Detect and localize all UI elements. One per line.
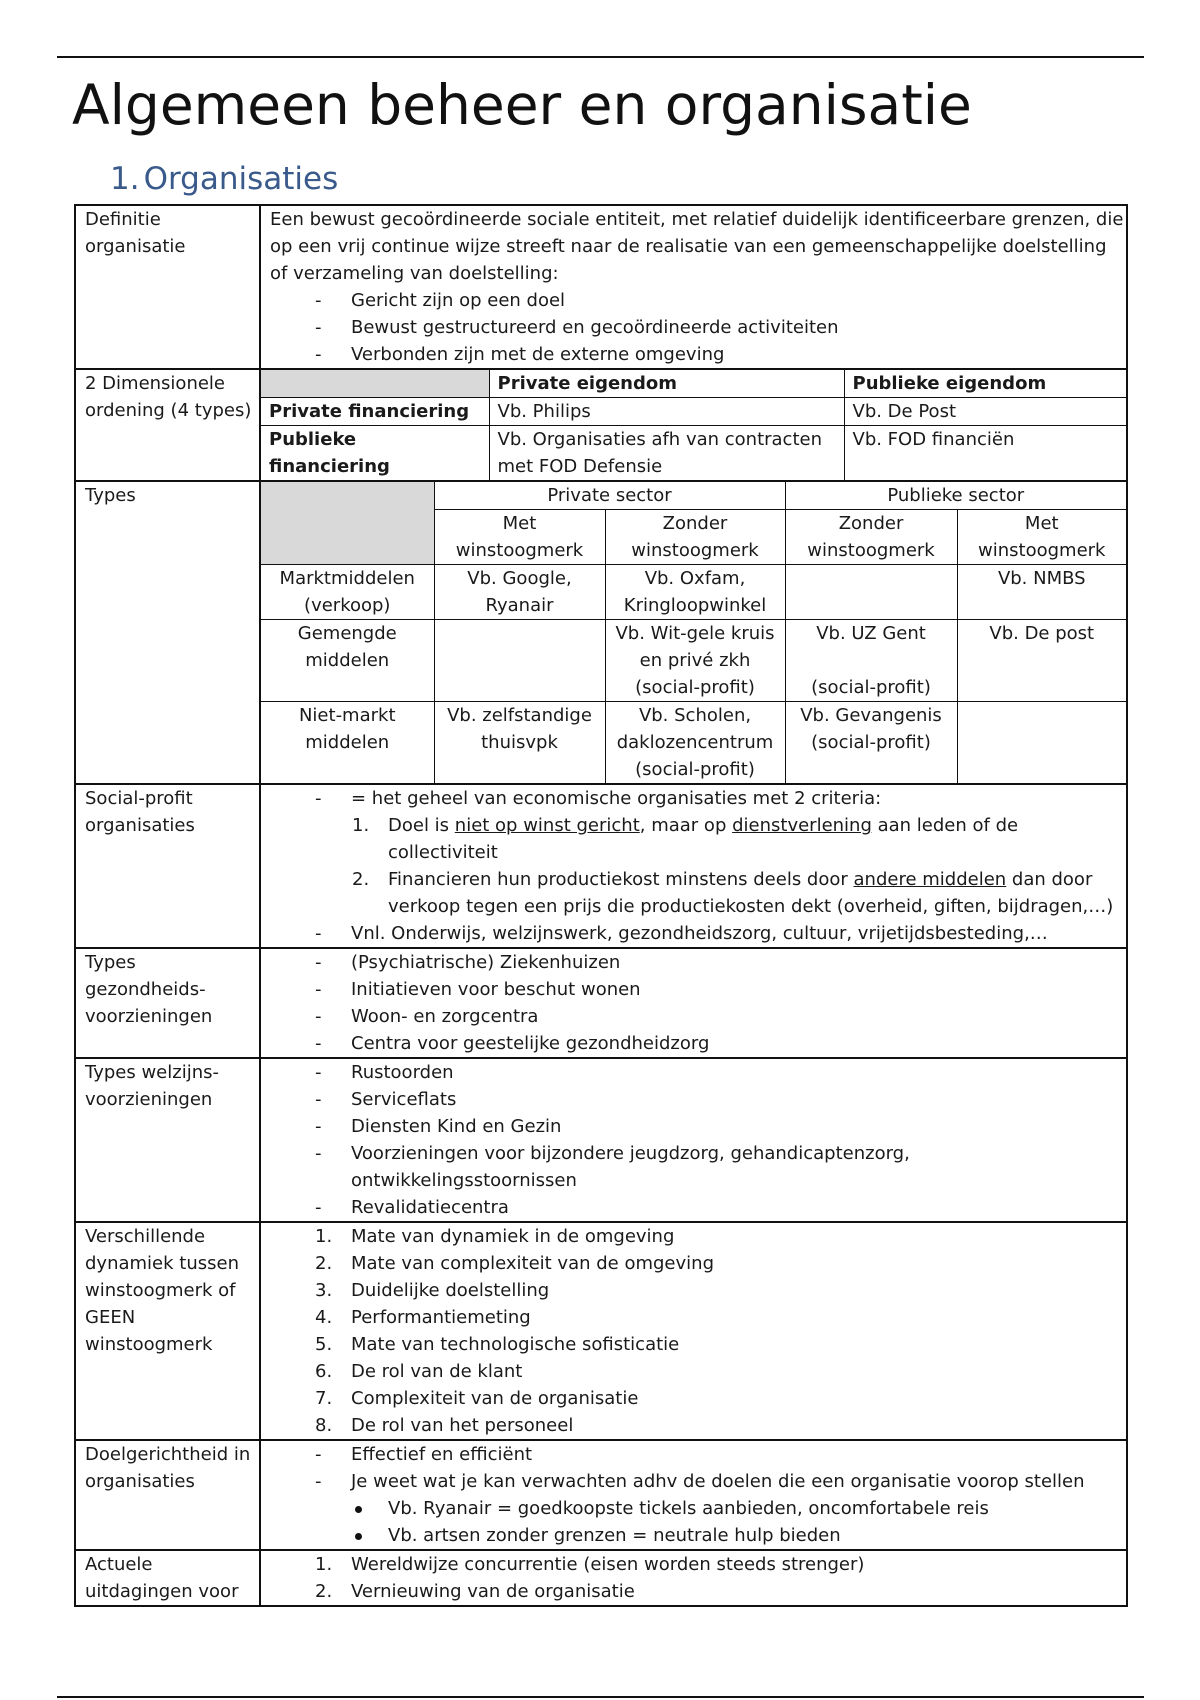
row-header: Publieke financiering	[261, 426, 489, 481]
content-types	[260, 481, 1127, 784]
label-gezondheid: Types gezondheids-voorzieningen	[75, 948, 260, 1058]
row-dynamiek	[75, 1222, 1127, 1440]
list-item: - = het geheel van economische organisaties met 2 criteria:	[270, 785, 1126, 812]
col-header: Private eigendom	[489, 370, 844, 398]
uitdagingen-list	[270, 1551, 1126, 1605]
row-header: Niet-markt middelen	[261, 702, 434, 784]
list-item: - Centra voor geestelijke gezondheidzorg	[270, 1030, 1126, 1057]
content-gezondheid	[260, 948, 1127, 1058]
list-item: Vb. Ryanair = goedkoopste tickels aanbieden, oncomfortabele reis	[270, 1495, 1126, 1522]
section-number: 1.	[110, 161, 140, 197]
table-cell: Vb. NMBS	[957, 565, 1126, 620]
row-welzijn	[75, 1058, 1127, 1222]
row-header: Gemengde middelen	[261, 620, 434, 702]
table-cell: Vb. Oxfam, Kringloopwinkel	[605, 565, 785, 620]
sub-header: Zonder winstoogmerk	[785, 510, 957, 565]
list-item: - Revalidatiecentra	[270, 1194, 1126, 1221]
item-number: 2.	[352, 869, 370, 890]
document-title: Algemeen beheer en organisatie	[72, 73, 972, 137]
row-types	[75, 481, 1127, 784]
sub-header: Met winstoogmerk	[434, 510, 605, 565]
gezondheid-list	[270, 949, 1126, 1057]
item-number: 1.	[315, 1554, 333, 1575]
row-gezondheid	[75, 948, 1127, 1058]
list-item: - Bewust gestructureerd en gecoördineerde activiteiten	[270, 314, 1126, 341]
table-cell: Vb. zelfstandige thuisvpk	[434, 702, 605, 784]
label-welzijn: Types welzijns-voorzieningen	[75, 1058, 260, 1222]
ordening-table	[261, 370, 1126, 480]
list-item: - Woon- en zorgcentra	[270, 1003, 1126, 1030]
item-number: 6.	[315, 1361, 333, 1382]
list-item: - Gericht zijn op een doel	[270, 287, 1126, 314]
content-uitdagingen	[260, 1550, 1127, 1606]
row-definitie	[75, 205, 1127, 369]
cell-note: (social-profit)	[811, 677, 931, 698]
table-cell: Vb. Wit-gele kruis en privé zkh (social-profit)	[605, 620, 785, 702]
cell-text: Vb. UZ Gent	[816, 623, 926, 644]
top-rule	[57, 56, 1144, 58]
item-number: 1.	[315, 1226, 333, 1247]
table-cell	[957, 702, 1126, 784]
list-item: 2. Vernieuwing van de organisatie	[270, 1578, 1126, 1605]
table-cell: Vb. Google, Ryanair	[434, 565, 605, 620]
row-doelgericht	[75, 1440, 1127, 1550]
row-header: Private financiering	[261, 398, 489, 426]
socialprofit-list	[270, 785, 1126, 812]
table-cell: Vb. De Post	[844, 398, 1126, 426]
empty-header-cell	[261, 370, 489, 398]
row-uitdagingen	[75, 1550, 1127, 1606]
types-table	[261, 482, 1126, 783]
item-number: 7.	[315, 1388, 333, 1409]
list-item: - Effectief en efficiënt	[270, 1441, 1126, 1468]
table-cell: Vb. Philips	[489, 398, 844, 426]
empty-header-cell	[261, 482, 434, 565]
label-dynamiek: Verschillende dynamiek tussen winstoogmerk of GEEN winstoogmerk	[75, 1222, 260, 1440]
section-heading	[110, 160, 338, 198]
item-number: 3.	[315, 1280, 333, 1301]
bottom-rule	[57, 1696, 1144, 1698]
list-item: 3. Duidelijke doelstelling	[270, 1277, 1126, 1304]
organisaties-table	[74, 204, 1128, 1607]
list-item: 2. Financieren hun productiekost minstens deels door andere middelen dan door verkoop tegen een prijs die productiekosten dekt (overheid, giften, bijdragen,…)	[270, 866, 1126, 920]
label-types: Types	[75, 481, 260, 784]
list-item: 2. Mate van complexiteit van de omgeving	[270, 1250, 1126, 1277]
label-ordening: 2 Dimensionele ordening (4 types)	[75, 369, 260, 481]
col-header: Publieke eigendom	[844, 370, 1126, 398]
list-item: - Serviceflats	[270, 1086, 1126, 1113]
item-number: 5.	[315, 1334, 333, 1355]
list-item: - Vnl. Onderwijs, welzijnswerk, gezondheidszorg, cultuur, vrijetijdsbesteding,…	[270, 920, 1126, 947]
list-item: - Rustoorden	[270, 1059, 1126, 1086]
table-cell: Vb. De post	[957, 620, 1126, 702]
row-socialprofit	[75, 784, 1127, 948]
list-item: 5. Mate van technologische sofisticatie	[270, 1331, 1126, 1358]
item-number: 8.	[315, 1415, 333, 1436]
content-definitie	[260, 205, 1127, 369]
criteria-list	[270, 812, 1126, 920]
table-cell: Vb. Gevangenis (social-profit)	[785, 702, 957, 784]
label-socialprofit: Social-profit organisaties	[75, 784, 260, 948]
list-item: - Diensten Kind en Gezin	[270, 1113, 1126, 1140]
examples-list	[270, 1495, 1126, 1549]
section-title: Organisaties	[143, 161, 339, 197]
sub-header: Zonder winstoogmerk	[605, 510, 785, 565]
list-item: 6. De rol van de klant	[270, 1358, 1126, 1385]
sub-header: Met winstoogmerk	[957, 510, 1126, 565]
item-number: 4.	[315, 1307, 333, 1328]
dynamiek-list	[270, 1223, 1126, 1439]
item-number: 2.	[315, 1253, 333, 1274]
list-item: 4. Performantiemeting	[270, 1304, 1126, 1331]
sector-header: Publieke sector	[785, 482, 1126, 510]
list-item: - (Psychiatrische) Ziekenhuizen	[270, 949, 1126, 976]
row-header: Marktmiddelen (verkoop)	[261, 565, 434, 620]
list-item: 7. Complexiteit van de organisatie	[270, 1385, 1126, 1412]
table-cell	[434, 620, 605, 702]
content-ordening	[260, 369, 1127, 481]
underlined-text: niet op winst gericht	[454, 815, 640, 836]
content-doelgericht	[260, 1440, 1127, 1550]
table-cell: Vb. FOD financiën	[844, 426, 1126, 481]
sector-header: Private sector	[434, 482, 785, 510]
list-item: 8. De rol van het personeel	[270, 1412, 1126, 1439]
list-item: - Verbonden zijn met de externe omgeving	[270, 341, 1126, 368]
list-item: Vb. artsen zonder grenzen = neutrale hulp bieden	[270, 1522, 1126, 1549]
item-number: 2.	[315, 1581, 333, 1602]
content-dynamiek	[260, 1222, 1127, 1440]
underlined-text: andere middelen	[853, 869, 1007, 890]
welzijn-list	[270, 1059, 1126, 1221]
label-doelgericht: Doelgerichtheid in organisaties	[75, 1440, 260, 1550]
doelgericht-list	[270, 1441, 1126, 1495]
definitie-list	[270, 287, 1126, 368]
list-item: - Voorzieningen voor bijzondere jeugdzorg, gehandicaptenzorg, ontwikkelingsstoornissen	[270, 1140, 1126, 1194]
list-item: 1. Wereldwijze concurrentie (eisen worden steeds strenger)	[270, 1551, 1126, 1578]
list-item: - Initiatieven voor beschut wonen	[270, 976, 1126, 1003]
label-definitie: Definitie organisatie	[75, 205, 260, 369]
content-socialprofit	[260, 784, 1127, 948]
table-cell: Vb. Organisaties afh van contracten met FOD Defensie	[489, 426, 844, 481]
table-cell: Vb. Scholen, daklozencentrum (social-profit)	[605, 702, 785, 784]
list-item: 1. Doel is niet op winst gericht, maar op dienstverlening aan leden of de collectiviteit	[270, 812, 1126, 866]
list-item: 1. Mate van dynamiek in de omgeving	[270, 1223, 1126, 1250]
row-ordening	[75, 369, 1127, 481]
list-item: - Je weet wat je kan verwachten adhv de doelen die een organisatie voorop stellen	[270, 1468, 1126, 1495]
item-number: 1.	[352, 815, 370, 836]
underlined-text: dienstverlening	[732, 815, 872, 836]
definitie-text: Een bewust gecoördineerde sociale entiteit, met relatief duidelijk identificeerbare grenzen, die op een vrij continue wijze streeft naar de realisatie van een gemeenschappelijke doelstelling of verzameling van doelstelling:	[270, 209, 1124, 284]
label-uitdagingen: Actuele uitdagingen voor	[75, 1550, 260, 1606]
content-welzijn	[260, 1058, 1127, 1222]
table-cell	[785, 565, 957, 620]
table-cell	[785, 620, 957, 702]
